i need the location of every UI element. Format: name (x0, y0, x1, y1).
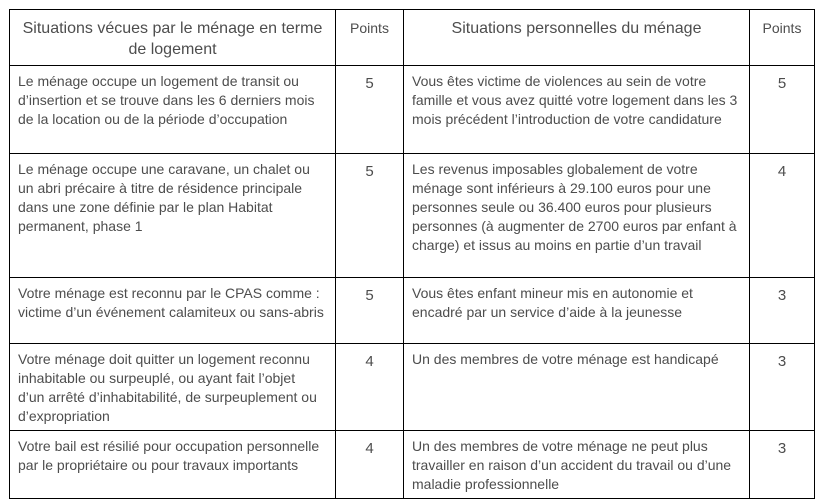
personal-situation-cell: Un des membres de votre ménage est handicapé (404, 344, 750, 431)
personal-situation-cell: Les revenus imposables globalement de votre ménage sont inférieurs à 29.100 euros pour une personnes seule ou 36.400 euros pour plusieurs personnes (à augmenter de 2700 euros par enfant à charge) et issus au moins en partie d’un travail (404, 154, 750, 278)
personal-situation-cell: Vous êtes enfant mineur mis en autonomie et encadré par un service d’aide à la jeunesse (404, 278, 750, 344)
housing-situation-cell: Votre ménage doit quitter un logement reconnu inhabitable ou surpeuplé, ou ayant fait l’objet d’un arrêté d’inhabitabilité, de surpeuplement ou d’expropriation (10, 344, 336, 431)
housing-situation-cell: Votre bail est résilié pour occupation personnelle par le propriétaire ou pour travaux importants (10, 431, 336, 499)
housing-points-table (9, 9, 815, 499)
header-personal-situation: Situations personnelles du ménage (404, 10, 750, 66)
table-row (10, 431, 815, 499)
housing-points-cell: 5 (336, 66, 404, 154)
personal-points-cell: 3 (750, 278, 815, 344)
table-row (10, 278, 815, 344)
personal-points-cell: 4 (750, 154, 815, 278)
header-housing-points: Points (336, 10, 404, 66)
housing-points-cell: 4 (336, 344, 404, 431)
housing-points-cell: 5 (336, 154, 404, 278)
housing-situation-cell: Le ménage occupe un logement de transit ou d’insertion et se trouve dans les 6 derniers mois de la location ou de la période d’occupation (10, 66, 336, 154)
housing-situation-cell: Le ménage occupe une caravane, un chalet ou un abri précaire à titre de résidence principale dans une zone définie par le plan Habitat permanent, phase 1 (10, 154, 336, 278)
table-row (10, 66, 815, 154)
personal-points-cell: 5 (750, 66, 815, 154)
housing-points-cell: 4 (336, 431, 404, 499)
personal-situation-cell: Un des membres de votre ménage ne peut plus travailler en raison d’un accident du travail ou d’une maladie professionnelle (404, 431, 750, 499)
header-personal-points: Points (750, 10, 815, 66)
header-housing-situation: Situations vécues par le ménage en terme de logement (10, 10, 336, 66)
personal-points-cell: 3 (750, 431, 815, 499)
table-row (10, 154, 815, 278)
housing-situation-cell: Votre ménage est reconnu par le CPAS comme : victime d’un événement calamiteux ou sans-abris (10, 278, 336, 344)
personal-points-cell: 3 (750, 344, 815, 431)
table-header-row (10, 10, 815, 66)
personal-situation-cell: Vous êtes victime de violences au sein de votre famille et vous avez quitté votre logement dans les 3 mois précédent l’introduction de votre candidature (404, 66, 750, 154)
housing-points-cell: 5 (336, 278, 404, 344)
table-row (10, 344, 815, 431)
